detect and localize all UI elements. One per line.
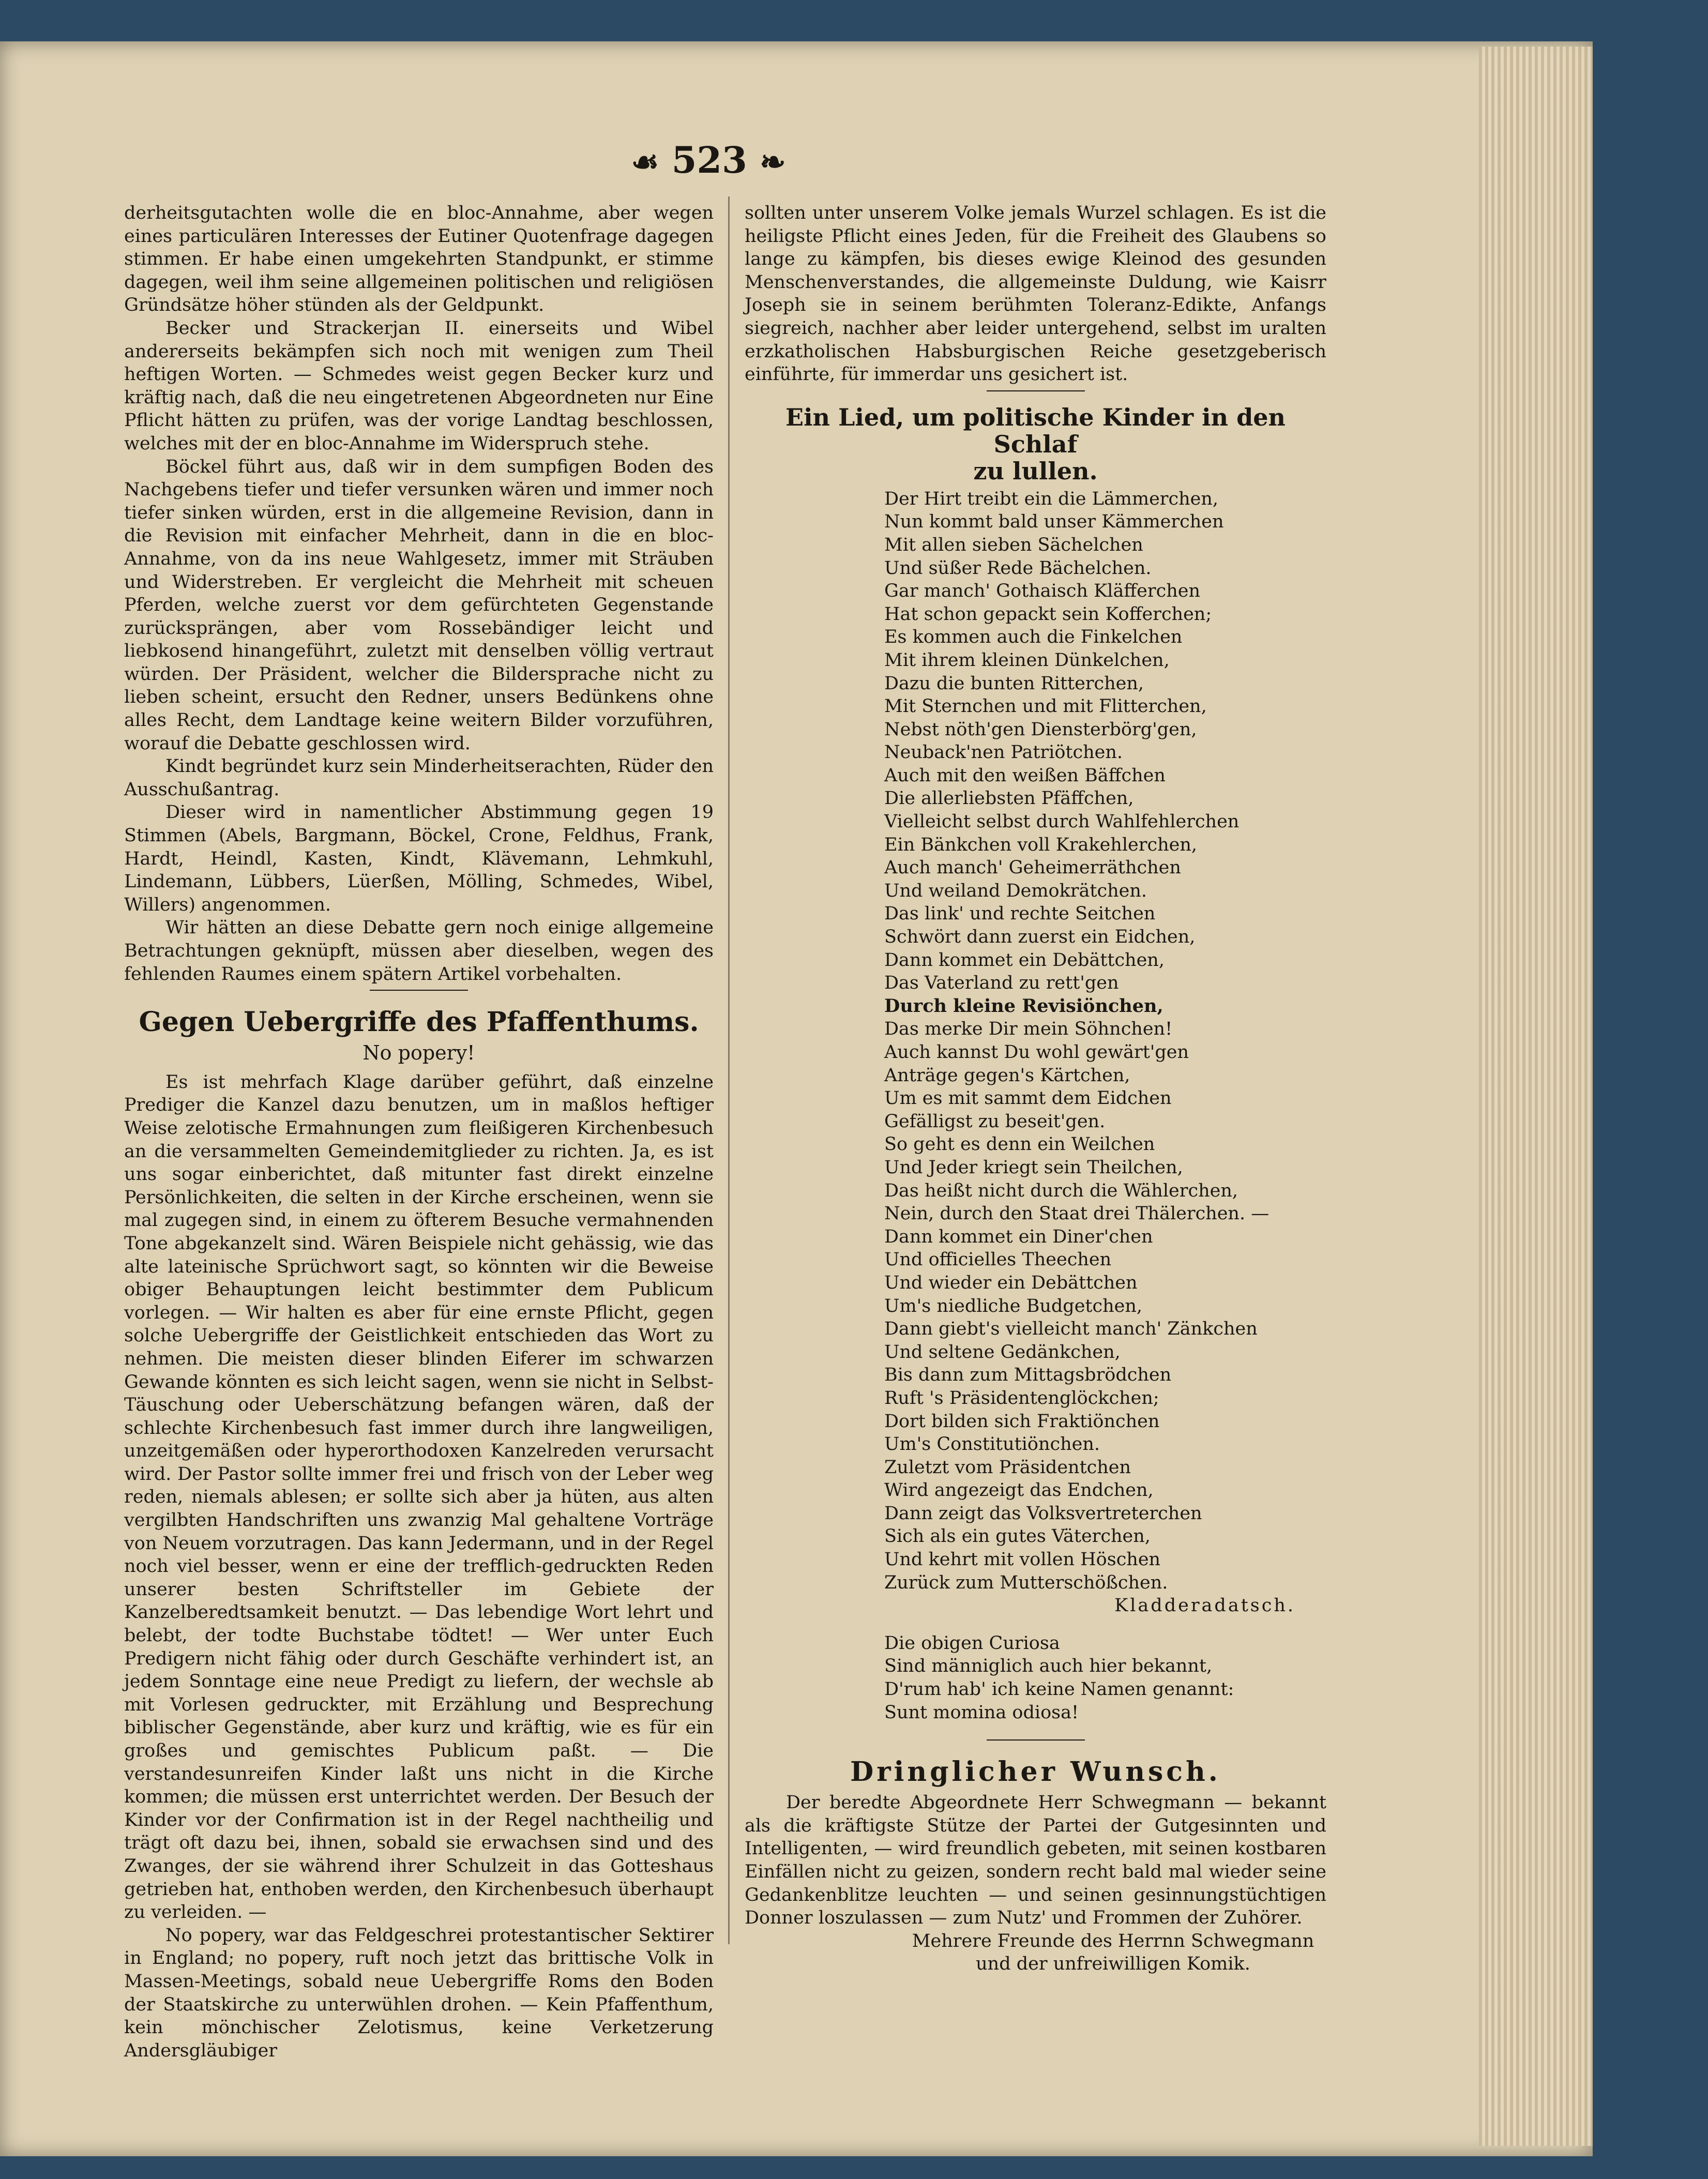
poem-line: Dann giebt's vielleicht manch' Zänkchen — [884, 1319, 1258, 1340]
poem-line: Hat schon gepackt sein Kofferchen; — [884, 603, 1212, 625]
poem-line: Gar manch' Gothaisch Kläfferchen — [884, 581, 1201, 602]
wish-title: Dringlicher Wunsch. — [850, 1756, 1221, 1788]
poem-line: Zuletzt vom Präsidentchen — [884, 1457, 1131, 1478]
poem-line: Schwört dann zuerst ein Eidchen, — [884, 927, 1196, 948]
poem-attribution: Kladderadatsch. — [1114, 1595, 1295, 1616]
article-subtitle: No popery! — [362, 1041, 475, 1065]
poem-line: Nun kommt bald unser Kämmerchen — [884, 511, 1224, 533]
poem-line: Dazu die bunten Ritterchen, — [884, 673, 1144, 694]
poem-line: Vielleicht selbst durch Wahlfehlerchen — [884, 811, 1240, 833]
poem-line: Um es mit sammt dem Eidchen — [884, 1088, 1172, 1109]
poem-line: Zurück zum Mutterschößchen. — [884, 1572, 1168, 1593]
article-paragraph: Es ist mehrfach Klage darüber geführt, daß einzelne Prediger die Kanzel dazu benutzen, um in maßlos heftiger Weise zelotische Ermahnungen zum fleißigeren Kirchenbesuch an die versammelten Gemeindemitglieder zu richten. Ja, es ist uns sogar einberichtet, daß mitunter fast direkt einzelne Persönlichkeiten, die selten in der Kirche erscheinen, wenn sie mal zugegen sind, in einem zu öfterem Besuche vermahnenden Tone abgekanzelt sind. Wären Beispiele nicht gehässig, wie das alte lateinische Sprüchwort sagt, so könnten wir die Beweise obiger Behauptungen leicht bestimmter dem Publicum vorlegen. — Wir halten es aber für eine ernste Pflicht, gegen solche Uebergriffe der Geistlichkeit entschieden das Wort zu nehmen. Die meisten dieser blinden Eiferer im schwarzen Gewande könnten es sich leicht sagen, wenn sie nicht in Selbst-Täuschung oder Ueberschätzung befangen wären, daß der schlechte Kirchenbesuch fast immer durch ihre langweiligen, unzeitgemäßen oder hyperorthodoxen Kanzelreden verursacht wird. Der Pastor sollte immer frei und frisch von der Leber weg reden, niemals ablesen; er sollte sich aber ja hüten, aus alten vergilbten Handschriften uns zwanzig Mal gehaltene Vorträge von Neuem vorzutragen. Das kann Jedermann, und in der Regel noch viel besser, wenn er eine der trefflich-gedruckten Reden unserer besten Schriftsteller im Gebiete der Kanzelberedtsamkeit benutzt. — Das lebendige Wort lehrt und belebt, der todte Buchstabe tödtet! — Wer unter Euch Predigern nicht fähig oder durch Geschäfte verhindert ist, an jedem Sonntage eine neue Predigt zu liefern, der wechsle ab mit Vorlesen gedruckter, mit Erzählung und Besprechung biblischer Gegenstände, aber kurz und kräftig, wie es für ein großes und gemischtes Publicum paßt. — Die verstandesunreifen Kinder laßt uns nicht in die Kirche kommen; die müssen erst unterrichtet werden. Der Besuch der Kinder vor der Confirmation ist in der Regel nachtheilig und trägt oft dazu bei, ihnen, sobald sie erwachsen sind und des Zwanges, der sie während ihrer Schulzeit in das Gotteshaus getrieben hat, enthoben werden, den Kirchenbesuch überhaupt zu verleiden. — — [124, 1071, 714, 1923]
poem-line: Das link' und rechte Seitchen — [884, 903, 1156, 925]
ornament-left: ☙ — [631, 144, 659, 180]
paragraph: Dieser wird in namentlicher Abstimmung gegen 19 Stimmen (Abels, Bargmann, Böckel, Crone, Feldhus, Frank, Hardt, Heindl, Kasten, Kindt, Klävemann, Lehmkuhl, Lindemann, Lübbers, Lüerßen, Mölling, Schmedes, Wibel, Willers) angenommen. — [124, 802, 714, 915]
poem-line: Um's Constitutiönchen. — [884, 1434, 1100, 1455]
poem-line: Dort bilden sich Fraktiönchen — [884, 1411, 1160, 1432]
paragraph: sollten unter unserem Volke jemals Wurzel schlagen. Es ist die heiligste Pflicht eines Jeden, für die Freiheit des Glaubens so lange zu kämpfen, bis dieses ewige Kleinod des gesunden Menschenverstandes, die allgemeinste Duldung, wie Kaisrr Joseph sie in seinem berühmten Toleranz-Edikte, Anfangs siegreich, nachher aber leider untergehend, selbst im uralten erzkatholischen Habsburgischen Reiche gesetzgeberisch einführte, für immerdar uns gesichert ist. — [745, 203, 1326, 385]
poem-line: Dann kommet ein Debättchen, — [884, 949, 1165, 971]
poem-line: Das heißt nicht durch die Wählerchen, — [884, 1180, 1238, 1201]
poem-line: Und wieder ein Debättchen — [884, 1272, 1138, 1293]
wish-signoff: und der unfreiwilligen Komik. — [976, 1954, 1250, 1975]
article-paragraph: No popery, war das Feldgeschrei protestantischer Sektirer in England; no popery, ruft noch jetzt das brittische Volk in Massen-Meetings, sobald neue Uebergriffe Roms den Boden der Staatskirche zu unterwühlen drohen. — Kein Pfaffenthum, kein mönchischer Zelotismus, keine Verketzerung Andersgläubiger — [124, 1925, 714, 2061]
poem-line: Es kommen auch die Finkelchen — [884, 627, 1183, 648]
section-rule — [987, 390, 1085, 391]
poem-line: Und Jeder kriegt sein Theilchen, — [884, 1157, 1183, 1178]
poem-line: Auch manch' Geheimerräthchen — [884, 857, 1181, 879]
poem-title — [745, 404, 1326, 485]
poem-line: Auch kannst Du wohl gewärt'gen — [884, 1042, 1189, 1063]
poem-line: Der Hirt treibt ein die Lämmerchen, — [884, 488, 1219, 509]
paragraph: Böckel führt aus, daß wir in dem sumpfigen Boden des Nachgebens tiefer und tiefer versunken wären und immer noch tiefer sinken würden, erst in die allgemeine Revision, dann in die Revision mit einfacher Mehrheit, dann in die en bloc-Annahme, von da ins neue Wahlgesetz, immer mit Sträuben und Widerstreben. Er vergleicht die Mehrheit mit scheuen Pferden, welche zuerst vor dem gefürchteten Gegenstande zurücksprängen, aber vom Rossebändiger leicht und liebkosend hinangeführt, zuletzt mit denselben völlig vertraut würden. Der Präsident, welcher die Bildersprache nicht zu lieben scheint, ersucht den Redner, unsers Bedünkens ohne alles Recht, dem Landtage keine weitern Bilder vorzuführen, worauf die Debatte geschlossen wird. — [124, 456, 714, 754]
poem-line: Mit ihrem kleinen Dünkelchen, — [884, 649, 1170, 671]
poem-line: Das Vaterland zu rett'gen — [884, 973, 1119, 994]
section-rule — [370, 990, 468, 991]
poem-line: Und seltene Gedänkchen, — [884, 1341, 1121, 1363]
column-divider — [728, 196, 730, 1944]
poem-line: Anträge gegen's Kärtchen, — [884, 1065, 1130, 1086]
poem-line: So geht es denn ein Weilchen — [884, 1134, 1155, 1155]
poem-title-line: Ein Lied, um politische Kinder in den Schlaf — [785, 403, 1286, 458]
poem-note — [884, 1632, 1326, 1724]
poem-line: Nebst nöth'gen Diensterbörg'gen, — [884, 719, 1197, 740]
poem-line: Dann zeigt das Volksvertreterchen — [884, 1503, 1202, 1524]
note-line: Sunt momina odiosa! — [884, 1702, 1079, 1723]
poem-line: Durch kleine Revisiönchen, — [884, 995, 1163, 1017]
paragraph: Kindt begründet kurz sein Minderheitserachten, Rüder den Ausschußantrag. — [124, 756, 714, 800]
poem-line: Neuback'nen Patriötchen. — [884, 742, 1123, 763]
article-title: Gegen Uebergriffe des Pfaffenthums. — [139, 1006, 699, 1038]
poem-line: Sich als ein gutes Väterchen, — [884, 1526, 1151, 1547]
poem-line: Ein Bänkchen voll Krakehlerchen, — [884, 834, 1197, 855]
paragraph: derheitsgutachten wolle die en bloc-Annahme, aber wegen eines particulären Interesses der Eutiner Quotenfrage dagegen stimmen. Er habe einen umgekehrten Standpunkt, er stimme dagegen, weil ihm seine allgemeinen politischen und religiösen Gründsätze höher stünden als der Geldpunkt. — [124, 203, 714, 316]
poem-line: Die allerliebsten Pfäffchen, — [884, 788, 1134, 809]
poem-line: Gefälligst zu beseit'gen. — [884, 1111, 1106, 1132]
poem-line: Wird angezeigt das Endchen, — [884, 1480, 1154, 1501]
poem-line: Um's niedliche Budgetchen, — [884, 1295, 1142, 1317]
poem-line: Auch mit den weißen Bäffchen — [884, 765, 1166, 786]
paragraph: Wir hätten an diese Debatte gern noch einige allgemeine Betrachtungen geknüpft, müssen aber dieselben, wegen des fehlenden Raumes einem spätern Artikel vorbehalten. — [124, 917, 714, 985]
poem-line: Und kehrt mit vollen Höschen — [884, 1549, 1161, 1570]
poem-line: Und officielles Theechen — [884, 1249, 1112, 1270]
poem-line: Mit Sternchen und mit Flitterchen, — [884, 696, 1207, 717]
poem-line: Mit allen sieben Sächelchen — [884, 534, 1143, 555]
wish-text: Der beredte Abgeordnete Herr Schwegmann — bekannt als die kräftigste Stütze der Partei der Gutgesinnten und Intelligenten, — wird freundlich gebeten, mit seinen kostbaren Einfällen nicht zu geizen, sondern recht bald mal wieder seine Gedankenblitze leuchten — und seinen gesinnungstüchtigen Donner loszulassen — zum Nutz' und Frommen der Zuhörer. — [745, 1792, 1326, 1929]
right-column — [745, 202, 1326, 1976]
left-column — [124, 202, 714, 2062]
page-stack-edge — [1479, 47, 1593, 2146]
poem-line: Und süßer Rede Bächelchen. — [884, 557, 1152, 579]
ornament-right: ❧ — [760, 144, 786, 180]
poem-line: Nein, durch den Staat drei Thälerchen. — — [884, 1203, 1269, 1224]
poem-line: Ruft 's Präsidentenglöckchen; — [884, 1387, 1159, 1409]
poem-line: Das merke Dir mein Söhnchen! — [884, 1019, 1173, 1040]
note-line: Sind männiglich auch hier bekannt, — [884, 1656, 1213, 1677]
note-line: D'rum hab' ich keine Namen genannt: — [884, 1679, 1234, 1700]
page-number: 523 — [671, 139, 747, 181]
poem-line: Bis dann zum Mittagsbrödchen — [884, 1365, 1172, 1386]
wish-signoff: Mehrere Freunde des Herrnn Schwegmann — [912, 1930, 1314, 1951]
paragraph: Becker und Strackerjan II. einerseits und Wibel andererseits bekämpfen sich noch mit wenigen zum Theil heftigen Worten. — Schmedes weist gegen Becker kurz und kräftig nach, daß die neu eingetretenen Abgeordneten nur Eine Pflicht hätten zu prüfen, was der vorige Landtag beschlossen, welches mit der en bloc-Annahme im Widerspruch stehe. — [124, 317, 714, 454]
poem-line: Und weiland Demokrätchen. — [884, 880, 1147, 901]
page-number-header — [615, 139, 802, 185]
poem-line: Dann kommet ein Diner'chen — [884, 1226, 1153, 1247]
note-line: Die obigen Curiosa — [884, 1632, 1060, 1654]
poem-title-line: zu lullen. — [973, 457, 1098, 485]
section-rule — [987, 1739, 1085, 1741]
poem — [884, 488, 1326, 1595]
